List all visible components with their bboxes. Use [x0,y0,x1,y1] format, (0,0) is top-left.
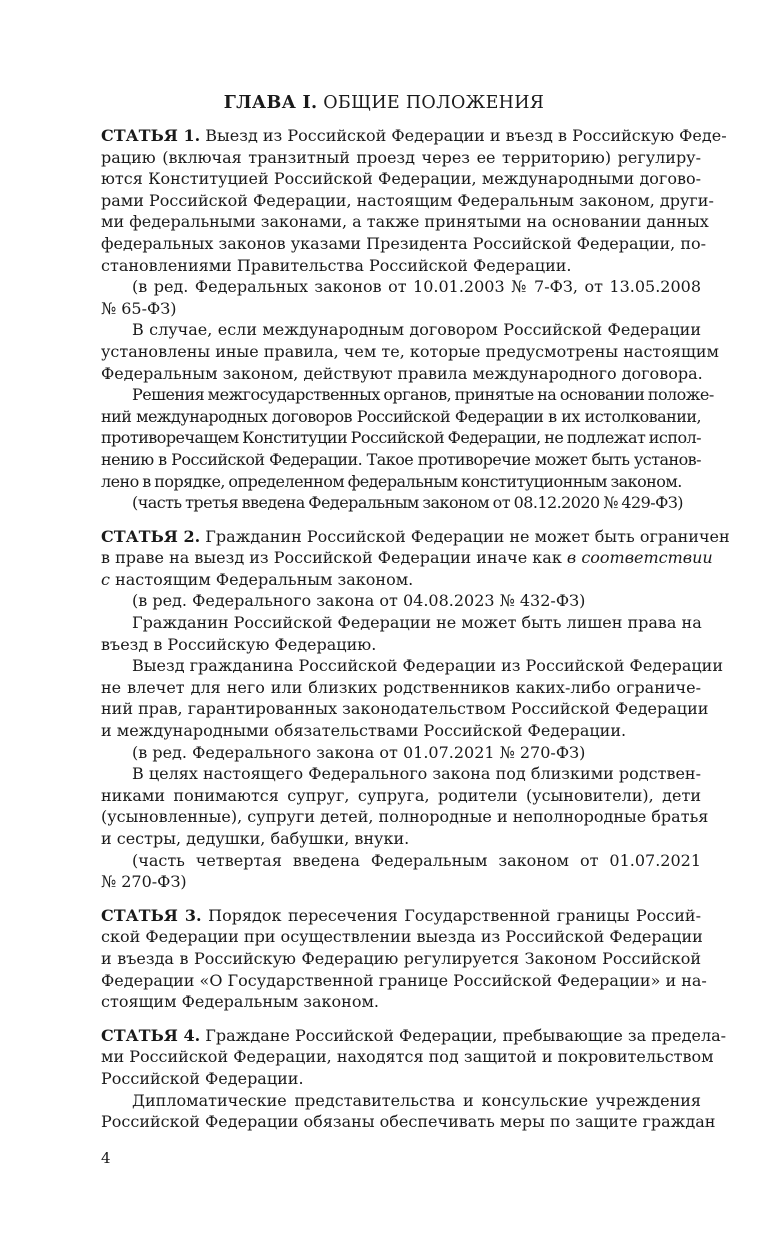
article-3-line: ской Федерации при осуществлении выезда из Российской Федерации [101,927,703,947]
article-1-line: СТАТЬЯ 1. Выезд из Российской Федерации и въезд в Российскую Феде- [101,126,727,145]
article-1-line: лено в порядке, определенном федеральным конституционным законом. [101,471,682,491]
chapter-number: ГЛАВА I. [223,93,318,113]
article-1-line: федеральных законов указами Президента Российской Федерации, по- [101,233,707,253]
article-2-line: ний прав, гарантированных законодательством Российской Федерации [101,699,709,719]
article-1-line: ний международных договоров Российской Федерации в их истолковании, [101,406,701,426]
article-2-line: и международными обязательствами Российской Федерации. [101,721,627,741]
article-2-line: в праве на выезд из Российской Федерации иначе как в соответствии [101,548,713,568]
article-1-line: Федеральным законом, действуют правила международного договора. [101,363,703,383]
article-1-line: противоречащем Конституции Российской Федерации, не подлежат испол- [101,428,701,448]
article-2-line: Гражданин Российской Федерации не может быть лишен права на [132,613,702,633]
article-3-line: СТАТЬЯ 3. Порядок пересечения Государственной границы Россий- [101,905,701,925]
article-2-line: въезд в Российскую Федерацию. [101,634,377,654]
article-2-line: с настоящим Федеральным законом. [101,569,414,589]
article-2-line: (усыновленные), супруги детей, полнородные и неполнородные братья [101,807,709,827]
article-3-line: Федерации «О Государственной границе Российской Федерации» и на- [101,970,707,990]
article-3-heading: СТАТЬЯ 3. [101,905,202,925]
chapter-title: ОБЩИЕ ПОЛОЖЕНИЯ [323,93,545,113]
article-1-line: нению в Российской Федерации. Такое противоречие может быть установ- [101,449,701,469]
article-1-line: ются Конституцией Российской Федерации, международными догово- [101,169,701,189]
article-2-line: и сестры, дедушки, бабушки, внуки. [101,829,410,848]
article-2-line: никами понимаются супруг, супруга, родители (усыновители), дети [101,785,701,805]
article-4-line: Российской Федерации обязаны обеспечивать меры по защите граждан [101,1112,716,1132]
article-2-heading: СТАТЬЯ 2. [101,526,201,546]
chapter-heading [0,92,768,114]
amendment-note: (часть четвертая введена Федеральным законом от 01.07.2021 [132,850,701,870]
amendment-note: (в ред. Федерального закона от 01.07.2021 № 270-ФЗ) [132,742,586,762]
amendment-note: № 65-ФЗ) [101,298,177,318]
article-1-line: установлены иные правила, чем те, которые предусмотрены настоящим [101,341,719,361]
article-2-line: не влечет для него или близких родственников каких-либо ограниче- [101,677,701,697]
italic-phrase: с [101,569,110,589]
italic-phrase: в соответствии [566,548,713,568]
article-1-line: Решения межгосударственных органов, принятые на основании положе- [132,385,714,405]
article-4-line: ми Российской Федерации, находятся под защитой и покровительством [101,1047,714,1067]
article-1-line: становлениями Правительства Российской Федерации. [101,255,572,275]
article-4-line: Российской Федерации. [101,1068,304,1088]
article-4-line: СТАТЬЯ 4. Граждане Российской Федерации, пребывающие за предела- [101,1025,727,1045]
article-1-line: ми федеральными законами, а также принятыми на основании данных [101,212,709,232]
article-2-line: В целях настоящего Федерального закона под близкими родствен- [132,764,701,784]
article-1-heading: СТАТЬЯ 1. [101,126,201,145]
article-1-line: В случае, если международным договором Российской Федерации [132,320,701,340]
article-4-heading: СТАТЬЯ 4. [101,1025,201,1045]
page-number: 4 [101,1149,111,1167]
amendment-note: (в ред. Федеральных законов от 10.01.2003 № 7-ФЗ, от 13.05.2008 [132,277,701,297]
amendment-note: (в ред. Федерального закона от 04.08.2023 № 432-ФЗ) [132,591,586,611]
article-2-line: Выезд гражданина Российской Федерации из Российской Федерации [132,656,723,676]
article-3-line: и въезда в Российскую Федерацию регулируется Законом Российской [101,948,701,968]
article-2-line: СТАТЬЯ 2. Гражданин Российской Федерации не может быть ограничен [101,526,730,546]
article-3-line: стоящим Федеральным законом. [101,992,379,1012]
article-1-line: рацию (включая транзитный проезд через ее территорию) регулиру- [101,147,701,167]
article-4-line: Дипломатические представительства и консульские учреждения [132,1090,701,1110]
article-1-line: рами Российской Федерации, настоящим Федеральным законом, други- [101,190,714,210]
body-text [101,125,730,1133]
amendment-note: № 270-ФЗ) [101,872,187,892]
amendment-note: (часть третья введена Федеральным законом от 08.12.2020 № 429-ФЗ) [132,493,683,513]
